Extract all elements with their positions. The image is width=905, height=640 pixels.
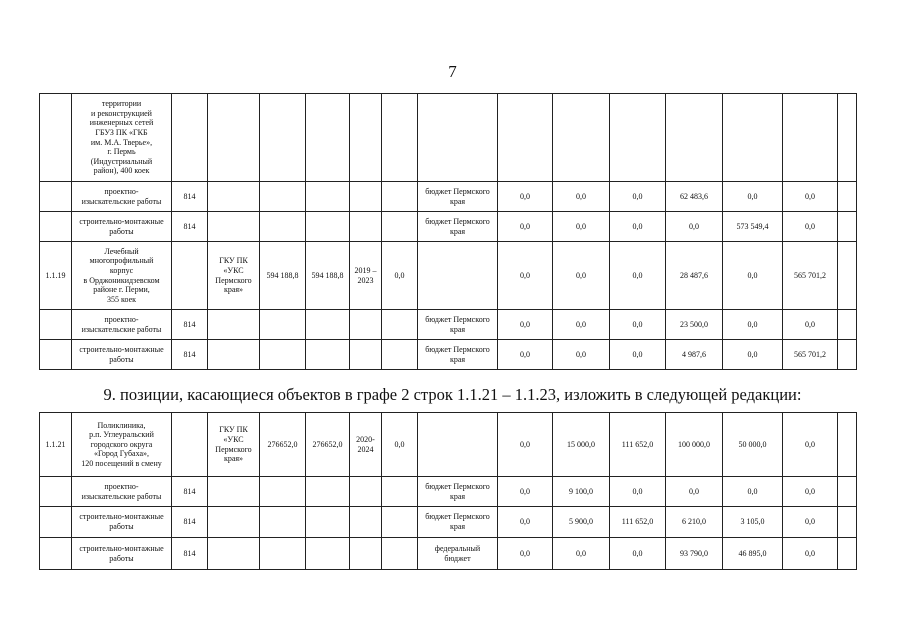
- cell-object-name: Лечебный многопрофильный корпус в Орджоникидзевском районе г. Перми, 355 коек: [72, 242, 172, 310]
- cell-year-4: 100 000,0: [666, 413, 723, 477]
- cell-year-3: 0,0: [610, 340, 666, 370]
- cell-year-6: 0,0: [783, 182, 838, 212]
- cell-year-1: 0,0: [498, 242, 553, 310]
- cell-extra: [838, 477, 857, 507]
- cell-row-id: [40, 182, 72, 212]
- cell-year-2: 0,0: [553, 340, 610, 370]
- cell-year-6: 565 701,2: [783, 340, 838, 370]
- cell-total-cost: [260, 340, 306, 370]
- cell-total-cost: [260, 507, 306, 538]
- table-row: [40, 310, 857, 340]
- cell-object-name: Поликлиника, р.п. Углеуральский городского округа «Город Губаха», 120 посещений в смену: [72, 413, 172, 477]
- cell-year-6: 565 701,2: [783, 242, 838, 310]
- section-heading: 9. позиции, касающиеся объектов в графе 2 строк 1.1.21 – 1.1.23, изложить в следующей редакции:: [103, 385, 802, 404]
- cell-year-6: 0,0: [783, 310, 838, 340]
- cell-budget-source: федеральный бюджет: [418, 538, 498, 570]
- cell-row-id: [40, 310, 72, 340]
- cell-period: 2020- 2024: [350, 413, 382, 477]
- cell-year-4: 0,0: [666, 477, 723, 507]
- cell-year-3: 0,0: [610, 538, 666, 570]
- cell-code: 814: [172, 182, 208, 212]
- cell-year-2: 0,0: [553, 538, 610, 570]
- cell-object-name: территории и реконструкцией инженерных сетей ГБУЗ ПК «ГКБ им. М.А. Тверье», г. Пермь (Индустриальный район), 400 коек: [72, 94, 172, 182]
- cell-year-5: 50 000,0: [723, 413, 783, 477]
- cell-remaining-cost: 594 188,8: [306, 242, 350, 310]
- cell-year-6: 0,0: [783, 477, 838, 507]
- cell-organization: [208, 94, 260, 182]
- cell-year-6: 0,0: [783, 212, 838, 242]
- table-row: [40, 242, 857, 310]
- cell-budget-source: [418, 242, 498, 310]
- cell-budget-source: бюджет Пермского края: [418, 477, 498, 507]
- cell-code: 814: [172, 477, 208, 507]
- cell-cell-value: [382, 507, 418, 538]
- cell-row-id: [40, 477, 72, 507]
- cell-remaining-cost: [306, 538, 350, 570]
- cell-cell-value: [382, 340, 418, 370]
- cell-year-2: 5 900,0: [553, 507, 610, 538]
- cell-year-3: 0,0: [610, 242, 666, 310]
- cell-period: [350, 182, 382, 212]
- cell-year-3: [610, 94, 666, 182]
- cell-total-cost: 276652,0: [260, 413, 306, 477]
- cell-code: 814: [172, 538, 208, 570]
- cell-period: 2019 – 2023: [350, 242, 382, 310]
- cell-object-name: строительно-монтажные работы: [72, 507, 172, 538]
- cell-year-2: [553, 94, 610, 182]
- cell-total-cost: 594 188,8: [260, 242, 306, 310]
- cell-remaining-cost: [306, 182, 350, 212]
- cell-year-5: 46 895,0: [723, 538, 783, 570]
- cell-organization: ГКУ ПК «УКС Пермского края»: [208, 413, 260, 477]
- cell-period: [350, 340, 382, 370]
- cell-year-1: 0,0: [498, 182, 553, 212]
- cell-year-6: 0,0: [783, 507, 838, 538]
- cell-year-4: 6 210,0: [666, 507, 723, 538]
- top-table: [39, 93, 857, 370]
- cell-object-name: проектно- изыскательские работы: [72, 310, 172, 340]
- cell-cell-value: [382, 212, 418, 242]
- cell-cell-value: [382, 477, 418, 507]
- cell-year-5: 0,0: [723, 242, 783, 310]
- cell-extra: [838, 507, 857, 538]
- cell-row-id: [40, 212, 72, 242]
- cell-cell-value: [382, 182, 418, 212]
- cell-year-1: 0,0: [498, 310, 553, 340]
- cell-year-3: 111 652,0: [610, 413, 666, 477]
- cell-budget-source: бюджет Пермского края: [418, 310, 498, 340]
- cell-budget-source: бюджет Пермского края: [418, 340, 498, 370]
- cell-organization: [208, 212, 260, 242]
- cell-period: [350, 477, 382, 507]
- cell-period: [350, 212, 382, 242]
- table-row: [40, 340, 857, 370]
- table-row: [40, 507, 857, 538]
- cell-year-4: 4 987,6: [666, 340, 723, 370]
- cell-extra: [838, 94, 857, 182]
- cell-year-1: 0,0: [498, 507, 553, 538]
- cell-cell-value: [382, 94, 418, 182]
- cell-year-5: [723, 94, 783, 182]
- cell-remaining-cost: 276652,0: [306, 413, 350, 477]
- cell-year-2: 0,0: [553, 242, 610, 310]
- table-row: [40, 413, 857, 477]
- cell-extra: [838, 212, 857, 242]
- cell-row-id: [40, 538, 72, 570]
- cell-code: 814: [172, 507, 208, 538]
- cell-total-cost: [260, 212, 306, 242]
- cell-organization: [208, 340, 260, 370]
- cell-year-4: 23 500,0: [666, 310, 723, 340]
- cell-year-1: 0,0: [498, 340, 553, 370]
- cell-year-3: 111 652,0: [610, 507, 666, 538]
- cell-period: [350, 310, 382, 340]
- cell-organization: [208, 310, 260, 340]
- cell-cell-value: 0,0: [382, 242, 418, 310]
- cell-year-4: 0,0: [666, 212, 723, 242]
- cell-extra: [838, 413, 857, 477]
- cell-organization: [208, 538, 260, 570]
- cell-organization: [208, 507, 260, 538]
- cell-year-3: 0,0: [610, 477, 666, 507]
- cell-row-id: 1.1.21: [40, 413, 72, 477]
- cell-year-1: 0,0: [498, 477, 553, 507]
- cell-object-name: строительно-монтажные работы: [72, 538, 172, 570]
- cell-remaining-cost: [306, 94, 350, 182]
- cell-code: 814: [172, 340, 208, 370]
- cell-code: [172, 242, 208, 310]
- cell-year-1: [498, 94, 553, 182]
- cell-code: [172, 413, 208, 477]
- cell-extra: [838, 182, 857, 212]
- table-row: [40, 94, 857, 182]
- cell-code: [172, 94, 208, 182]
- cell-extra: [838, 538, 857, 570]
- cell-year-6: [783, 94, 838, 182]
- cell-year-2: 0,0: [553, 212, 610, 242]
- cell-year-5: 3 105,0: [723, 507, 783, 538]
- cell-organization: [208, 477, 260, 507]
- cell-cell-value: [382, 538, 418, 570]
- cell-year-2: 0,0: [553, 310, 610, 340]
- cell-total-cost: [260, 477, 306, 507]
- cell-remaining-cost: [306, 310, 350, 340]
- cell-remaining-cost: [306, 212, 350, 242]
- cell-year-4: 28 487,6: [666, 242, 723, 310]
- cell-row-id: [40, 507, 72, 538]
- cell-remaining-cost: [306, 507, 350, 538]
- cell-period: [350, 507, 382, 538]
- cell-year-5: 0,0: [723, 340, 783, 370]
- cell-remaining-cost: [306, 477, 350, 507]
- cell-row-id: 1.1.19: [40, 242, 72, 310]
- cell-year-3: 0,0: [610, 310, 666, 340]
- cell-year-5: 573 549,4: [723, 212, 783, 242]
- cell-year-5: 0,0: [723, 182, 783, 212]
- cell-cell-value: [382, 310, 418, 340]
- cell-budget-source: бюджет Пермского края: [418, 507, 498, 538]
- cell-year-3: 0,0: [610, 212, 666, 242]
- bottom-table: [39, 412, 857, 570]
- cell-cell-value: 0,0: [382, 413, 418, 477]
- cell-total-cost: [260, 538, 306, 570]
- cell-budget-source: бюджет Пермского края: [418, 182, 498, 212]
- cell-total-cost: [260, 182, 306, 212]
- cell-year-2: 15 000,0: [553, 413, 610, 477]
- page-number: 7: [448, 62, 457, 81]
- cell-organization: [208, 182, 260, 212]
- cell-object-name: строительно-монтажные работы: [72, 340, 172, 370]
- cell-year-2: 0,0: [553, 182, 610, 212]
- cell-year-1: 0,0: [498, 538, 553, 570]
- cell-total-cost: [260, 310, 306, 340]
- cell-year-4: 93 790,0: [666, 538, 723, 570]
- cell-year-4: 62 483,6: [666, 182, 723, 212]
- cell-period: [350, 538, 382, 570]
- cell-year-6: 0,0: [783, 538, 838, 570]
- cell-year-1: 0,0: [498, 413, 553, 477]
- cell-year-2: 9 100,0: [553, 477, 610, 507]
- cell-total-cost: [260, 94, 306, 182]
- cell-extra: [838, 340, 857, 370]
- cell-budget-source: [418, 94, 498, 182]
- cell-object-name: проектно- изыскательские работы: [72, 182, 172, 212]
- cell-row-id: [40, 94, 72, 182]
- table-row: [40, 212, 857, 242]
- cell-year-3: 0,0: [610, 182, 666, 212]
- cell-year-6: 0,0: [783, 413, 838, 477]
- cell-budget-source: [418, 413, 498, 477]
- cell-year-1: 0,0: [498, 212, 553, 242]
- cell-code: 814: [172, 212, 208, 242]
- cell-year-5: 0,0: [723, 477, 783, 507]
- cell-period: [350, 94, 382, 182]
- cell-remaining-cost: [306, 340, 350, 370]
- table-row: [40, 477, 857, 507]
- cell-year-4: [666, 94, 723, 182]
- cell-year-5: 0,0: [723, 310, 783, 340]
- cell-object-name: строительно-монтажные работы: [72, 212, 172, 242]
- cell-organization: ГКУ ПК «УКС Пермского края»: [208, 242, 260, 310]
- cell-code: 814: [172, 310, 208, 340]
- cell-budget-source: бюджет Пермского края: [418, 212, 498, 242]
- cell-extra: [838, 242, 857, 310]
- cell-object-name: проектно- изыскательские работы: [72, 477, 172, 507]
- table-row: [40, 538, 857, 570]
- cell-extra: [838, 310, 857, 340]
- table-row: [40, 182, 857, 212]
- cell-row-id: [40, 340, 72, 370]
